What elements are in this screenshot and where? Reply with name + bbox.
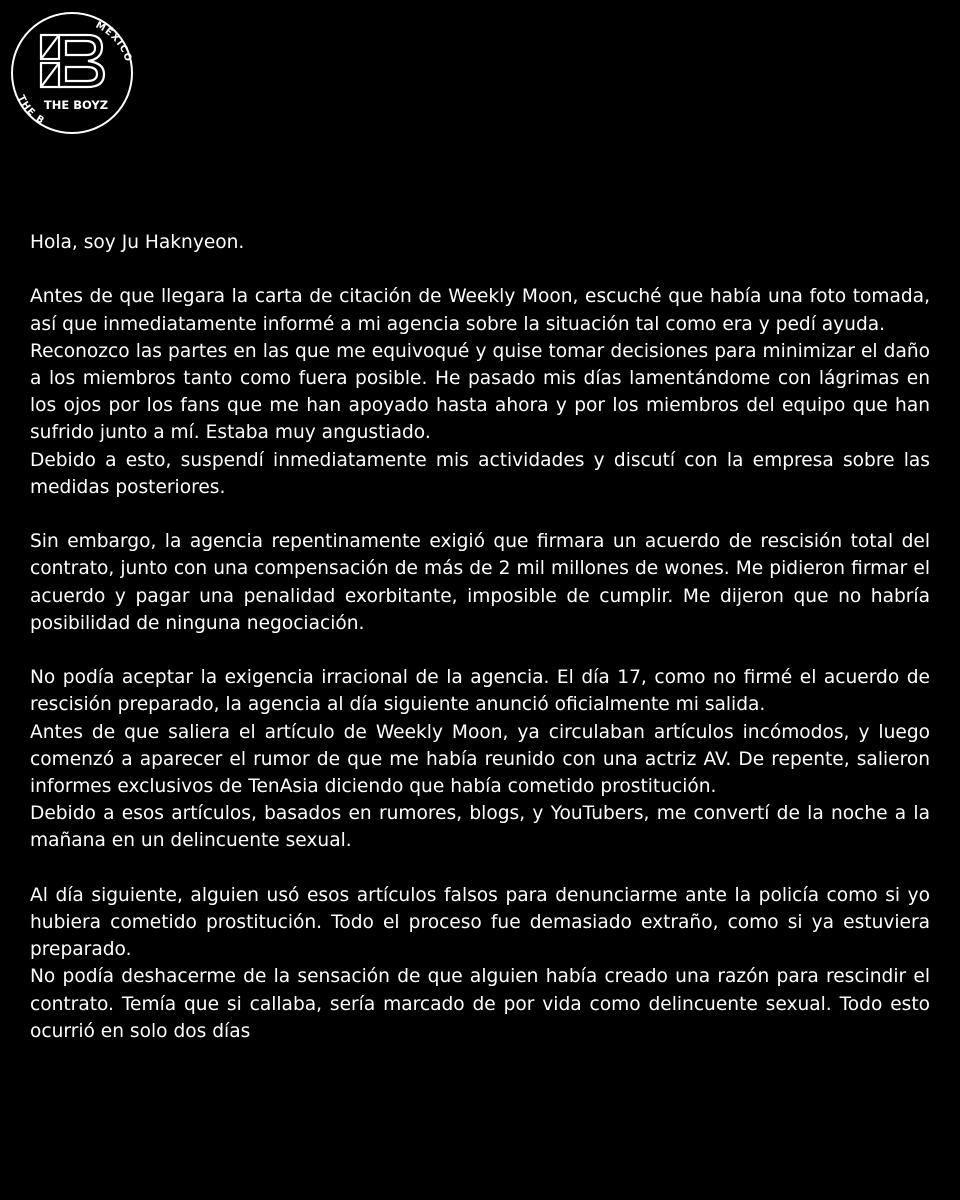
logo-top-text: MÉXICO (93, 19, 134, 64)
statement-letter (30, 229, 930, 1045)
the-boyz-monogram-icon (10, 11, 134, 135)
letter-paragraph: No podía aceptar la exigencia irracional de la agencia. El día 17, como no firmé el acuerdo de rescisión preparado, la agencia al día siguiente anunció oficialmente mi salida. (30, 667, 930, 716)
letter-paragraph: Al día siguiente, alguien usó esos artículos falsos para denunciarme ante la policía como si yo hubiera cometido prostitución. Todo el proceso fue demasiado extraño, como si ya estuviera preparado. (30, 884, 930, 961)
paragraph-spacer (30, 855, 930, 882)
paragraph-spacer (30, 256, 930, 283)
fanbase-logo (10, 11, 134, 135)
monogram-shape (41, 35, 104, 87)
letter-paragraph: Reconozco las partes en las que me equivoqué y quise tomar decisiones para minimizar el daño a los miembros tanto como fuera posible. He pasado mis días lamentándome con lágrimas en los ojos por los fans que me han apoyado hasta ahora y por los miembros del equipo que han sufrido junto a mí. Estaba muy angustiado. (30, 340, 930, 444)
logo-brand-name: THE BOYZ (43, 98, 109, 112)
letter-paragraph: Debido a esto, suspendí inmediatamente mis actividades y discutí con la empresa sobre las medidas posteriores. (30, 449, 930, 498)
letter-paragraph: Sin embargo, la agencia repentinamente exigió que firmara un acuerdo de rescisión total del contrato, junto con una compensación de más de 2 mil millones de wones. Me pidieron firmar el acuerdo y pagar una penalidad exorbitante, imposible de cumplir. Me dijeron que no habría posibilidad de ninguna negociación. (30, 531, 930, 634)
letter-paragraph: Antes de que llegara la carta de citación de Weekly Moon, escuché que había una foto tomada, así que inmediatamente informé a mi agencia sobre la situación tal como era y pedí ayuda. (30, 286, 930, 335)
logo-bottom-text: THE B (15, 93, 47, 128)
letter-greeting: Hola, soy Ju Haknyeon. (30, 232, 245, 253)
paragraph-spacer (30, 501, 930, 528)
letter-paragraph: Debido a esos artículos, basados en rumores, blogs, y YouTubers, me convertí de la noche a la mañana en un delincuente sexual. (30, 803, 930, 852)
letter-paragraph: Antes de que saliera el artículo de Weekly Moon, ya circulaban artículos incómodos, y luego comenzó a aparecer el rumor de que me había reunido con una actriz AV. De repente, salieron informes exclusivos de TenAsia diciendo que había cometido prostitución. (30, 721, 930, 798)
letter-paragraph: No podía deshacerme de la sensación de que alguien había creado una razón para rescindir el contrato. Temía que si callaba, sería marcado de por vida como delincuente sexual. Todo esto ocurrió en solo dos días (30, 966, 930, 1042)
paragraph-spacer (30, 637, 930, 664)
